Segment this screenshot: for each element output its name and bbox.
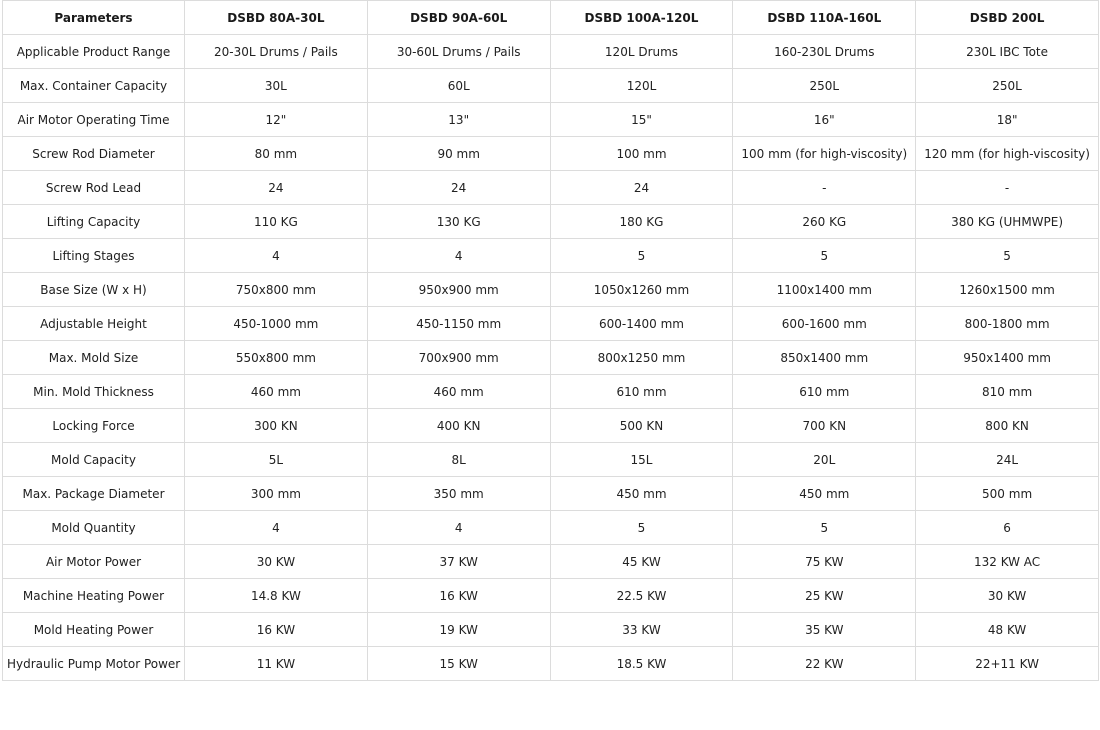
- table-cell: 550x800 mm: [185, 341, 368, 375]
- parameter-name-cell: Lifting Stages: [3, 239, 185, 273]
- table-cell: 19 KW: [367, 613, 550, 647]
- table-cell: 450-1150 mm: [367, 307, 550, 341]
- table-cell: 15": [550, 103, 733, 137]
- table-cell: 950x900 mm: [367, 273, 550, 307]
- table-cell: 610 mm: [550, 375, 733, 409]
- table-cell: 37 KW: [367, 545, 550, 579]
- table-cell: 120L: [550, 69, 733, 103]
- table-cell: 230L IBC Tote: [916, 35, 1099, 69]
- header-row: [3, 1, 1099, 35]
- table-cell: 13": [367, 103, 550, 137]
- table-row: [3, 545, 1099, 579]
- table-cell: 5: [550, 239, 733, 273]
- table-cell: 20-30L Drums / Pails: [185, 35, 368, 69]
- table-cell: 4: [185, 239, 368, 273]
- parameter-name-cell: Lifting Capacity: [3, 205, 185, 239]
- table-cell: 12": [185, 103, 368, 137]
- table-cell: 950x1400 mm: [916, 341, 1099, 375]
- parameter-name-cell: Max. Package Diameter: [3, 477, 185, 511]
- parameter-name-cell: Applicable Product Range: [3, 35, 185, 69]
- table-cell: 30 KW: [185, 545, 368, 579]
- table-cell: 33 KW: [550, 613, 733, 647]
- table-cell: 250L: [733, 69, 916, 103]
- header-model-dsbd-90a-60l: DSBD 90A-60L: [367, 1, 550, 35]
- table-cell: 24: [185, 171, 368, 205]
- table-row: [3, 613, 1099, 647]
- table-row: [3, 171, 1099, 205]
- table-cell: 750x800 mm: [185, 273, 368, 307]
- table-cell: 120 mm (for high-viscosity): [916, 137, 1099, 171]
- header-model-dsbd-110a-160l: DSBD 110A-160L: [733, 1, 916, 35]
- table-cell: 110 KG: [185, 205, 368, 239]
- table-body: [3, 35, 1099, 681]
- table-cell: 1260x1500 mm: [916, 273, 1099, 307]
- table-cell: 500 KN: [550, 409, 733, 443]
- table-row: [3, 103, 1099, 137]
- table-cell: 450-1000 mm: [185, 307, 368, 341]
- table-cell: 120L Drums: [550, 35, 733, 69]
- table-cell: 300 KN: [185, 409, 368, 443]
- table-cell: 25 KW: [733, 579, 916, 613]
- table-cell: 850x1400 mm: [733, 341, 916, 375]
- table-row: [3, 239, 1099, 273]
- parameter-name-cell: Air Motor Power: [3, 545, 185, 579]
- table-cell: 6: [916, 511, 1099, 545]
- table-row: [3, 579, 1099, 613]
- table-cell: 80 mm: [185, 137, 368, 171]
- table-cell: 1050x1260 mm: [550, 273, 733, 307]
- table-cell: 700 KN: [733, 409, 916, 443]
- table-cell: 48 KW: [916, 613, 1099, 647]
- table-cell: 450 mm: [550, 477, 733, 511]
- table-cell: 800 KN: [916, 409, 1099, 443]
- table-row: [3, 205, 1099, 239]
- header-model-dsbd-80a-30l: DSBD 80A-30L: [185, 1, 368, 35]
- table-row: [3, 137, 1099, 171]
- table-cell: 800-1800 mm: [916, 307, 1099, 341]
- table-cell: 75 KW: [733, 545, 916, 579]
- table-cell: 1100x1400 mm: [733, 273, 916, 307]
- table-cell: 160-230L Drums: [733, 35, 916, 69]
- table-cell: 800x1250 mm: [550, 341, 733, 375]
- table-cell: 130 KG: [367, 205, 550, 239]
- table-cell: 810 mm: [916, 375, 1099, 409]
- table-cell: 4: [367, 239, 550, 273]
- table-cell: 5: [733, 511, 916, 545]
- table-cell: 30 KW: [916, 579, 1099, 613]
- table-cell: 16 KW: [185, 613, 368, 647]
- table-cell: 18": [916, 103, 1099, 137]
- table-cell: 5: [916, 239, 1099, 273]
- table-cell: 24: [550, 171, 733, 205]
- table-cell: 5L: [185, 443, 368, 477]
- header-model-dsbd-100a-120l: DSBD 100A-120L: [550, 1, 733, 35]
- table-cell: 100 mm (for high-viscosity): [733, 137, 916, 171]
- table-cell: 450 mm: [733, 477, 916, 511]
- table-cell: 132 KW AC: [916, 545, 1099, 579]
- parameter-name-cell: Locking Force: [3, 409, 185, 443]
- table-row: [3, 443, 1099, 477]
- parameter-name-cell: Air Motor Operating Time: [3, 103, 185, 137]
- table-cell: 300 mm: [185, 477, 368, 511]
- parameter-name-cell: Screw Rod Diameter: [3, 137, 185, 171]
- table-cell: 4: [367, 511, 550, 545]
- table-row: [3, 35, 1099, 69]
- table-cell: 22.5 KW: [550, 579, 733, 613]
- table-cell: 15L: [550, 443, 733, 477]
- parameter-name-cell: Mold Quantity: [3, 511, 185, 545]
- table-cell: 600-1600 mm: [733, 307, 916, 341]
- table-cell: 610 mm: [733, 375, 916, 409]
- table-cell: 5: [550, 511, 733, 545]
- parameter-name-cell: Adjustable Height: [3, 307, 185, 341]
- table-cell: 30L: [185, 69, 368, 103]
- parameter-name-cell: Max. Mold Size: [3, 341, 185, 375]
- table-cell: 250L: [916, 69, 1099, 103]
- table-cell: 45 KW: [550, 545, 733, 579]
- table-cell: 30-60L Drums / Pails: [367, 35, 550, 69]
- table-cell: 180 KG: [550, 205, 733, 239]
- table-cell: 22+11 KW: [916, 647, 1099, 681]
- table-cell: 500 mm: [916, 477, 1099, 511]
- table-cell: 15 KW: [367, 647, 550, 681]
- table-cell: -: [733, 171, 916, 205]
- table-row: [3, 375, 1099, 409]
- table-cell: -: [916, 171, 1099, 205]
- table-row: [3, 477, 1099, 511]
- table-cell: 14.8 KW: [185, 579, 368, 613]
- table-cell: 460 mm: [367, 375, 550, 409]
- table-row: [3, 647, 1099, 681]
- table-cell: 700x900 mm: [367, 341, 550, 375]
- table-cell: 16": [733, 103, 916, 137]
- table-cell: 350 mm: [367, 477, 550, 511]
- parameter-name-cell: Min. Mold Thickness: [3, 375, 185, 409]
- parameter-name-cell: Machine Heating Power: [3, 579, 185, 613]
- table-row: [3, 341, 1099, 375]
- parameter-name-cell: Mold Heating Power: [3, 613, 185, 647]
- table-row: [3, 273, 1099, 307]
- header-parameters: Parameters: [3, 1, 185, 35]
- table-cell: 35 KW: [733, 613, 916, 647]
- table-cell: 16 KW: [367, 579, 550, 613]
- parameter-name-cell: Hydraulic Pump Motor Power: [3, 647, 185, 681]
- table-cell: 24: [367, 171, 550, 205]
- specifications-table: [2, 0, 1099, 681]
- parameter-name-cell: Max. Container Capacity: [3, 69, 185, 103]
- table-cell: 90 mm: [367, 137, 550, 171]
- table-row: [3, 307, 1099, 341]
- table-cell: 600-1400 mm: [550, 307, 733, 341]
- table-cell: 11 KW: [185, 647, 368, 681]
- table-cell: 380 KG (UHMWPE): [916, 205, 1099, 239]
- table-row: [3, 69, 1099, 103]
- table-row: [3, 511, 1099, 545]
- table-cell: 24L: [916, 443, 1099, 477]
- table-cell: 5: [733, 239, 916, 273]
- table-cell: 20L: [733, 443, 916, 477]
- table-row: [3, 409, 1099, 443]
- table-cell: 4: [185, 511, 368, 545]
- table-cell: 400 KN: [367, 409, 550, 443]
- table-cell: 60L: [367, 69, 550, 103]
- parameter-name-cell: Base Size (W x H): [3, 273, 185, 307]
- table-header: [3, 1, 1099, 35]
- table-cell: 22 KW: [733, 647, 916, 681]
- header-model-dsbd-200l: DSBD 200L: [916, 1, 1099, 35]
- table-cell: 260 KG: [733, 205, 916, 239]
- table-cell: 18.5 KW: [550, 647, 733, 681]
- table-cell: 460 mm: [185, 375, 368, 409]
- table-cell: 100 mm: [550, 137, 733, 171]
- parameter-name-cell: Mold Capacity: [3, 443, 185, 477]
- table-cell: 8L: [367, 443, 550, 477]
- parameter-name-cell: Screw Rod Lead: [3, 171, 185, 205]
